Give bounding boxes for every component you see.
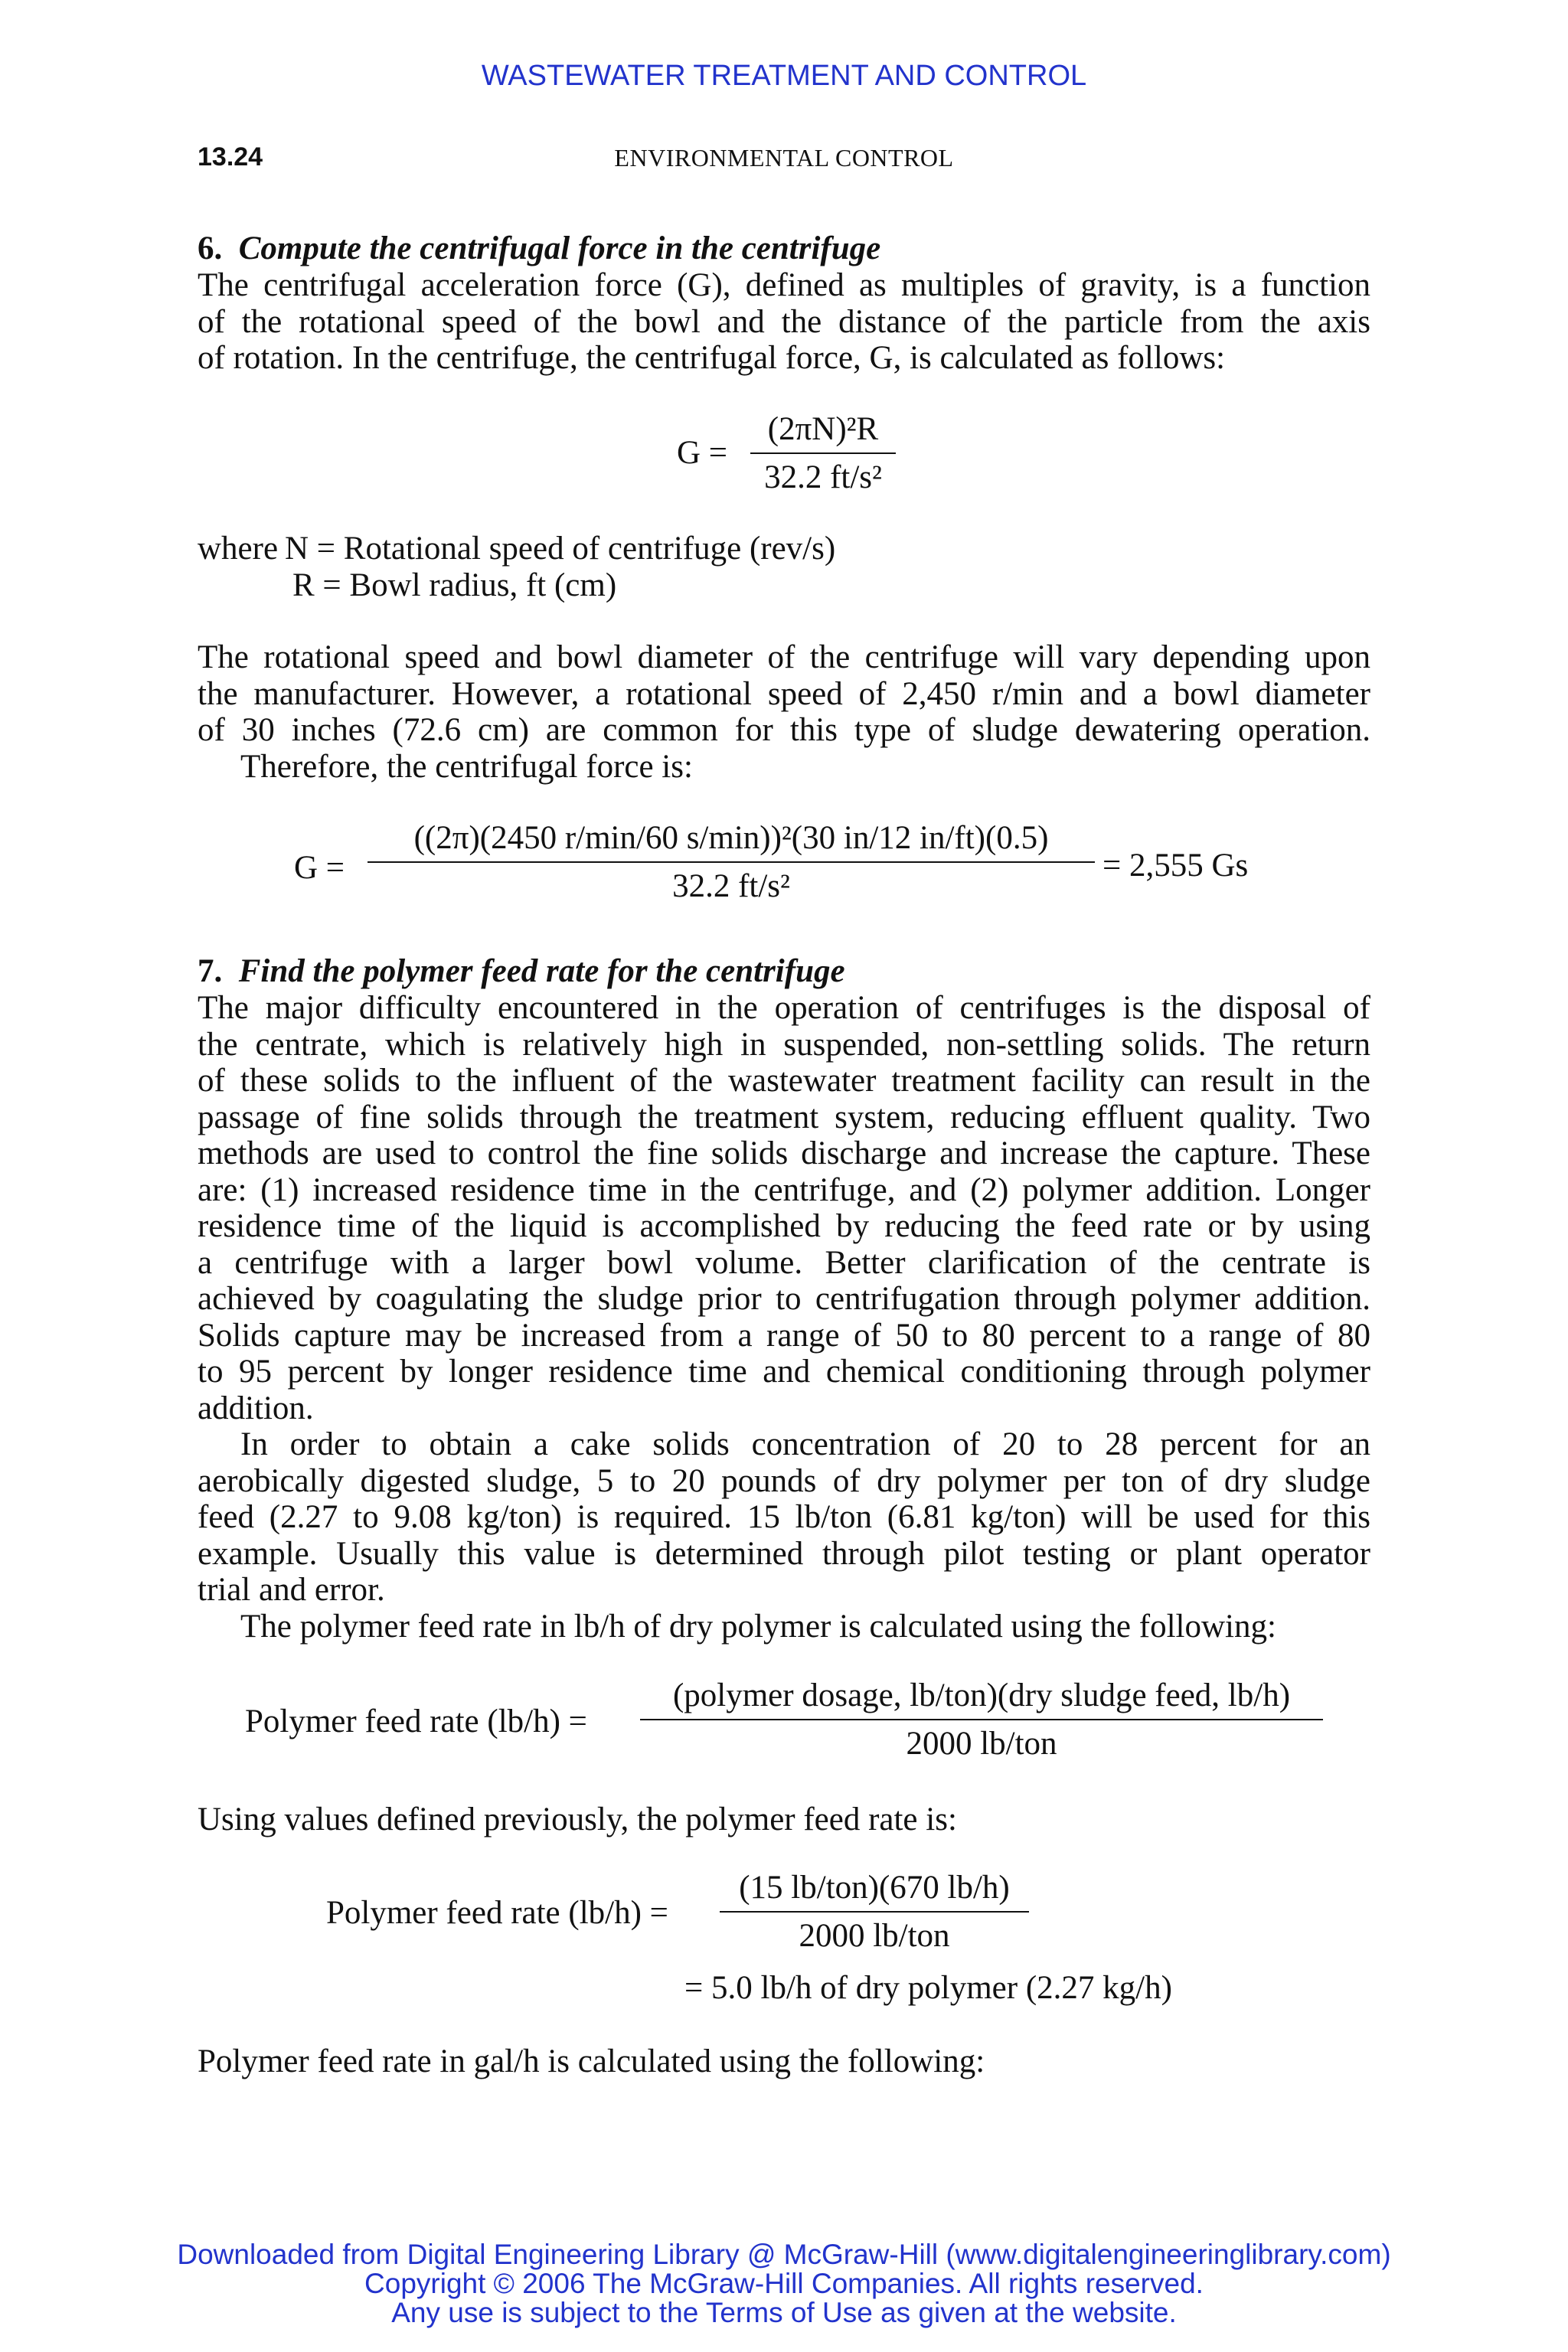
equation-3-lhs: Polymer feed rate (lb/h) = <box>245 1704 587 1740</box>
text-line: of 30 inches (72.6 cm) are common for this type of sludge dewatering operation. <box>198 712 1370 748</box>
equation-4-result: = 5.0 lb/h of dry polymer (2.27 kg/h) <box>684 1970 1172 2006</box>
equation-2-denominator: 32.2 ft/s² <box>672 868 790 904</box>
text-line: aerobically digested sludge, 5 to 20 pounds of dry polymer per ton of dry sludge <box>198 1462 1370 1499</box>
equation-1-denominator: 32.2 ft/s² <box>764 459 882 495</box>
text-line: example. Usually this value is determined through pilot testing or plant operator <box>198 1535 1370 1572</box>
step-7-paragraph-1 <box>198 990 1370 1426</box>
text-line: are: (1) increased residence time in the centrifuge, and (2) polymer addition. Longer <box>198 1171 1370 1208</box>
step-7-heading <box>198 952 845 990</box>
text-line: the centrate, which is relatively high in suspended, non-settling solids. The return <box>198 1026 1370 1063</box>
footer-terms-link[interactable]: Any use is subject to the Terms of Use as given at the website. <box>391 2297 1177 2328</box>
text-line: of the rotational speed of the bowl and the distance of the particle from the axis <box>198 303 1370 340</box>
text-line: The major difficulty encountered in the operation of centrifuges is the disposal of <box>198 990 1370 1026</box>
step-6-paragraph-3: Therefore, the centrifugal force is: <box>240 749 693 785</box>
text-line: achieved by coagulating the sludge prior to centrifugation through polymer addition. <box>198 1281 1370 1317</box>
equation-4-fraction <box>720 1869 1029 1955</box>
equation-4-lhs: Polymer feed rate (lb/h) = <box>326 1895 668 1931</box>
equation-2-result: = 2,555 Gs <box>1102 848 1249 884</box>
section-header: ENVIRONMENTAL CONTROL <box>614 144 954 172</box>
text-line: The rotational speed and bowl diameter of the centrifuge will vary depending upon <box>198 639 1370 675</box>
equation-2-fraction <box>368 819 1095 905</box>
equation-3-fraction <box>640 1677 1323 1762</box>
step-7-paragraph-3: The polymer feed rate in lb/h of dry polymer is calculated using the following: <box>240 1609 1276 1645</box>
equation-3-numerator: (polymer dosage, lb/ton)(dry sludge feed, lb/h) <box>640 1677 1323 1720</box>
where-label: where <box>198 531 279 567</box>
step-6-intro <box>198 267 1370 377</box>
text-line: of rotation. In the centrifuge, the centrifugal force, G, is calculated as follows: <box>198 340 1226 376</box>
footer-copyright: Copyright © 2006 The McGraw-Hill Companies. All rights reserved. <box>364 2268 1204 2299</box>
equation-1-numerator: (2πN)²R <box>750 410 896 454</box>
step-6-number: 6. <box>198 230 223 266</box>
where-r-definition: R = Bowl radius, ft (cm) <box>292 567 617 603</box>
step-6-heading <box>198 230 880 267</box>
text-line: In order to obtain a cake solids concentration of 20 to 28 percent for an <box>240 1426 1370 1462</box>
step-6-paragraph-2 <box>198 639 1370 749</box>
equation-1-fraction <box>750 410 896 496</box>
text-line: The centrifugal acceleration force (G), defined as multiples of gravity, is a function <box>198 267 1370 303</box>
step-7-paragraph-4: Using values defined previously, the polymer feed rate is: <box>198 1802 957 1838</box>
running-header: WASTEWATER TREATMENT AND CONTROL <box>481 60 1087 92</box>
equation-3-denominator: 2000 lb/ton <box>906 1726 1057 1762</box>
text-line: the manufacturer. However, a rotational speed of 2,450 r/min and a bowl diameter <box>198 675 1370 712</box>
step-7-number: 7. <box>198 953 223 989</box>
text-line: methods are used to control the fine solids discharge and increase the capture. These <box>198 1135 1370 1171</box>
equation-2-lhs: G = <box>294 850 345 886</box>
where-n-definition: N = Rotational speed of centrifuge (rev/s) <box>285 531 836 567</box>
footer-download-link[interactable]: Downloaded from Digital Engineering Library @ McGraw-Hill (www.digitalengineeringlibrary.com) <box>177 2239 1391 2270</box>
text-line: to 95 percent by longer residence time and chemical conditioning through polymer <box>198 1354 1370 1390</box>
equation-2-numerator: ((2π)(2450 r/min/60 s/min))²(30 in/12 in/ft)(0.5) <box>368 819 1095 863</box>
page-number: 13.24 <box>198 142 263 172</box>
step-6-title: Compute the centrifugal force in the centrifuge <box>238 230 881 266</box>
step-7-paragraph-2 <box>198 1426 1370 1609</box>
text-line: residence time of the liquid is accomplished by reducing the feed rate or by using <box>198 1208 1370 1244</box>
text-line: of these solids to the influent of the wastewater treatment facility can result in the <box>198 1063 1370 1099</box>
download-footer <box>0 2240 1568 2328</box>
equation-4-denominator: 2000 lb/ton <box>799 1918 950 1954</box>
text-line: passage of fine solids through the treatment system, reducing effluent quality. Two <box>198 1099 1370 1135</box>
text-line: addition. <box>198 1390 314 1426</box>
text-line: a centrifuge with a larger bowl volume. Better clarification of the centrate is <box>198 1244 1370 1281</box>
equation-4-numerator: (15 lb/ton)(670 lb/h) <box>720 1869 1029 1913</box>
text-line: trial and error. <box>198 1572 385 1608</box>
text-line: feed (2.27 to 9.08 kg/ton) is required. 15 lb/ton (6.81 kg/ton) will be used for this <box>198 1499 1370 1535</box>
text-line: Solids capture may be increased from a range of 50 to 80 percent to a range of 80 <box>198 1317 1370 1354</box>
step-7-title: Find the polymer feed rate for the centrifuge <box>238 953 845 989</box>
equation-1-lhs: G = <box>677 435 728 471</box>
step-7-paragraph-5: Polymer feed rate in gal/h is calculated using the following: <box>198 2043 985 2079</box>
